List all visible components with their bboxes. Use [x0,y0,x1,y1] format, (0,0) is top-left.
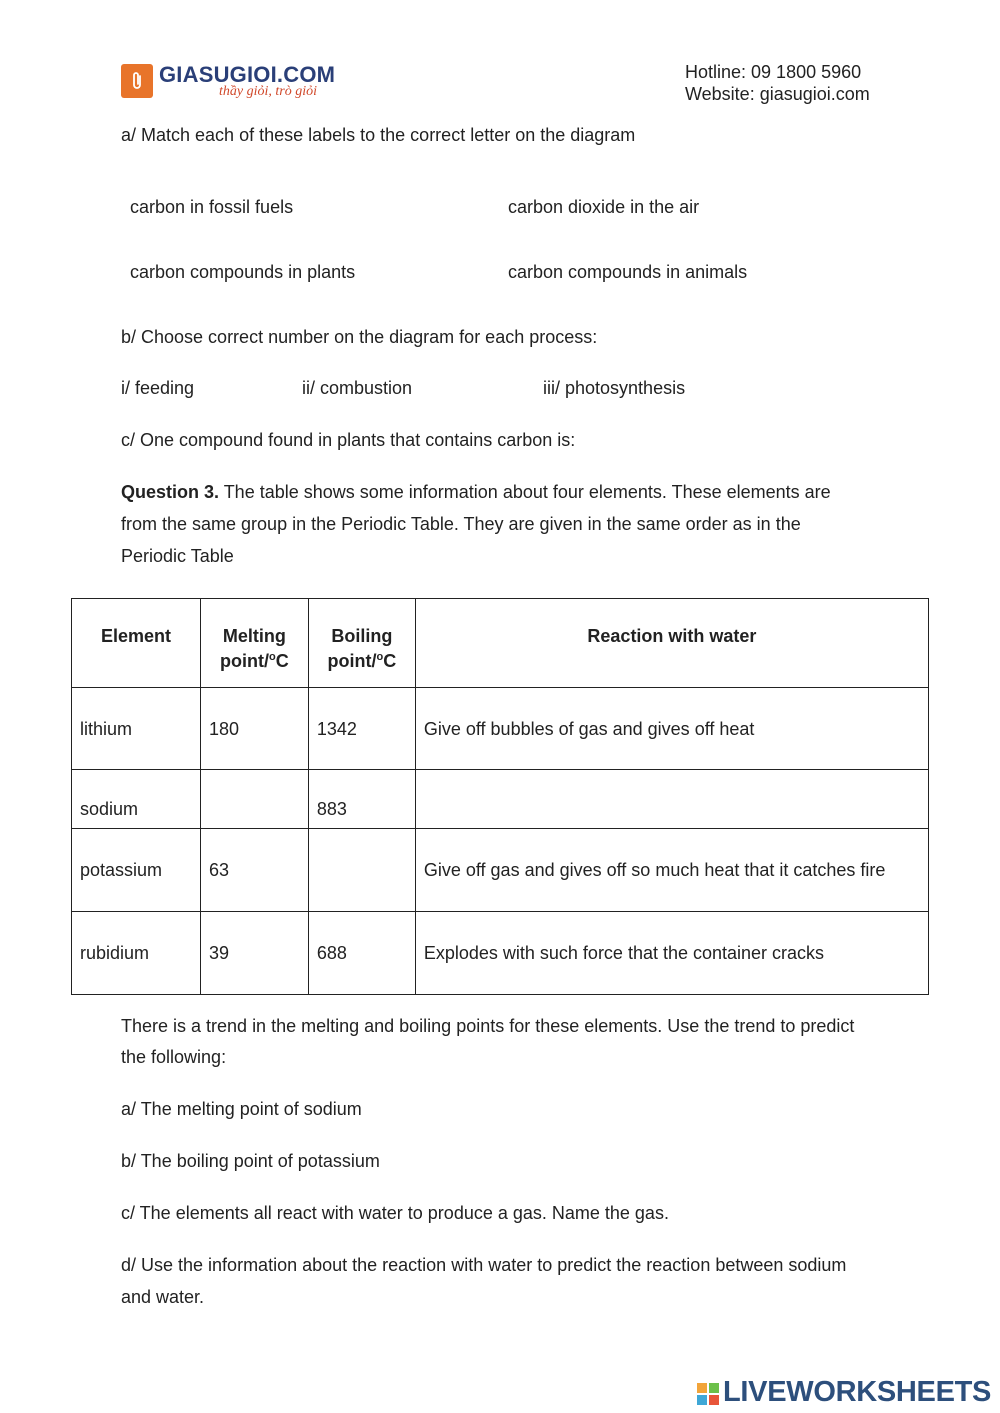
header-element: Element [72,599,201,688]
cell-element: lithium [72,688,201,770]
contact-info [685,61,870,105]
q2-part-b: b/ Choose correct number on the diagram for each process: [121,327,598,347]
cell-reaction: Explodes with such force that the container cracks [415,912,928,995]
trend-line2: the following: [121,1047,227,1067]
label-animals: carbon compounds in animals [508,262,748,282]
table-header-row [72,599,929,688]
q3-intro-text: The table shows some information about four elements. These elements are [219,482,831,502]
process-combustion: ii/ combustion [302,378,413,398]
q3-part-d-line2: and water. [121,1287,205,1307]
header-boiling-point: Boiling point/$^o$C [308,599,415,688]
cell-reaction: Give off gas and gives off so much heat that it catches fire [415,829,928,912]
elements-table [71,598,929,995]
cell-melting: 63 [200,829,308,912]
table-row [72,829,929,912]
cell-boiling: 688 [308,912,415,995]
table-row [72,912,929,995]
q3-part-c: c/ The elements all react with water to produce a gas. Name the gas. [121,1203,669,1223]
q3-intro-line2: from the same group in the Periodic Table. They are given in the same order as in the [121,514,801,534]
cell-boiling: 883 [308,770,415,829]
cell-melting: 39 [200,912,308,995]
logo-slogan: thầy giỏi, trò giỏi [219,84,317,99]
label-plants: carbon compounds in plants [130,262,356,282]
hotline: Hotline: 09 1800 5960 [685,62,862,82]
header-reaction: Reaction with water [415,599,928,688]
cell-melting [200,770,308,829]
liveworksheets-text: LIVEWORKSHEETS [723,1376,992,1408]
paperclip-icon [128,70,146,92]
header-melting-point: Melting point/$^o$C [200,599,308,688]
cell-reaction: Give off bubbles of gas and gives off heat [415,688,928,770]
table-row [72,770,929,829]
q3-heading: Question 3. [121,482,220,502]
q3-intro-line1 [121,481,831,503]
cell-element: rubidium [72,912,201,995]
cell-element: potassium [72,829,201,912]
q3-intro-line3: Periodic Table [121,546,234,566]
q3-part-b: b/ The boiling point of potassium [121,1151,380,1171]
logo-name: GIASUGIOI.COM [159,62,336,87]
liveworksheets-logo-icon [697,1383,721,1405]
cell-melting: 180 [200,688,308,770]
process-feeding: i/ feeding [121,378,195,398]
logo-mark [121,64,153,98]
q3-part-a: a/ The melting point of sodium [121,1099,362,1119]
cell-reaction [415,770,928,829]
table-row [72,688,929,770]
website: Website: giasugioi.com [685,84,870,104]
q2-part-a: a/ Match each of these labels to the correct letter on the diagram [121,125,636,145]
label-fossil-fuels: carbon in fossil fuels [130,197,294,217]
cell-boiling: 1342 [308,688,415,770]
cell-element: sodium [72,770,201,829]
q3-part-d-line1: d/ Use the information about the reaction with water to predict the reaction between sodium [121,1255,847,1275]
process-photosynthesis: iii/ photosynthesis [543,378,686,398]
cell-boiling [308,829,415,912]
trend-line1: There is a trend in the melting and boiling points for these elements. Use the trend to predict [121,1016,855,1036]
label-co2-air: carbon dioxide in the air [508,197,700,217]
q2-part-c: c/ One compound found in plants that contains carbon is: [121,430,576,450]
